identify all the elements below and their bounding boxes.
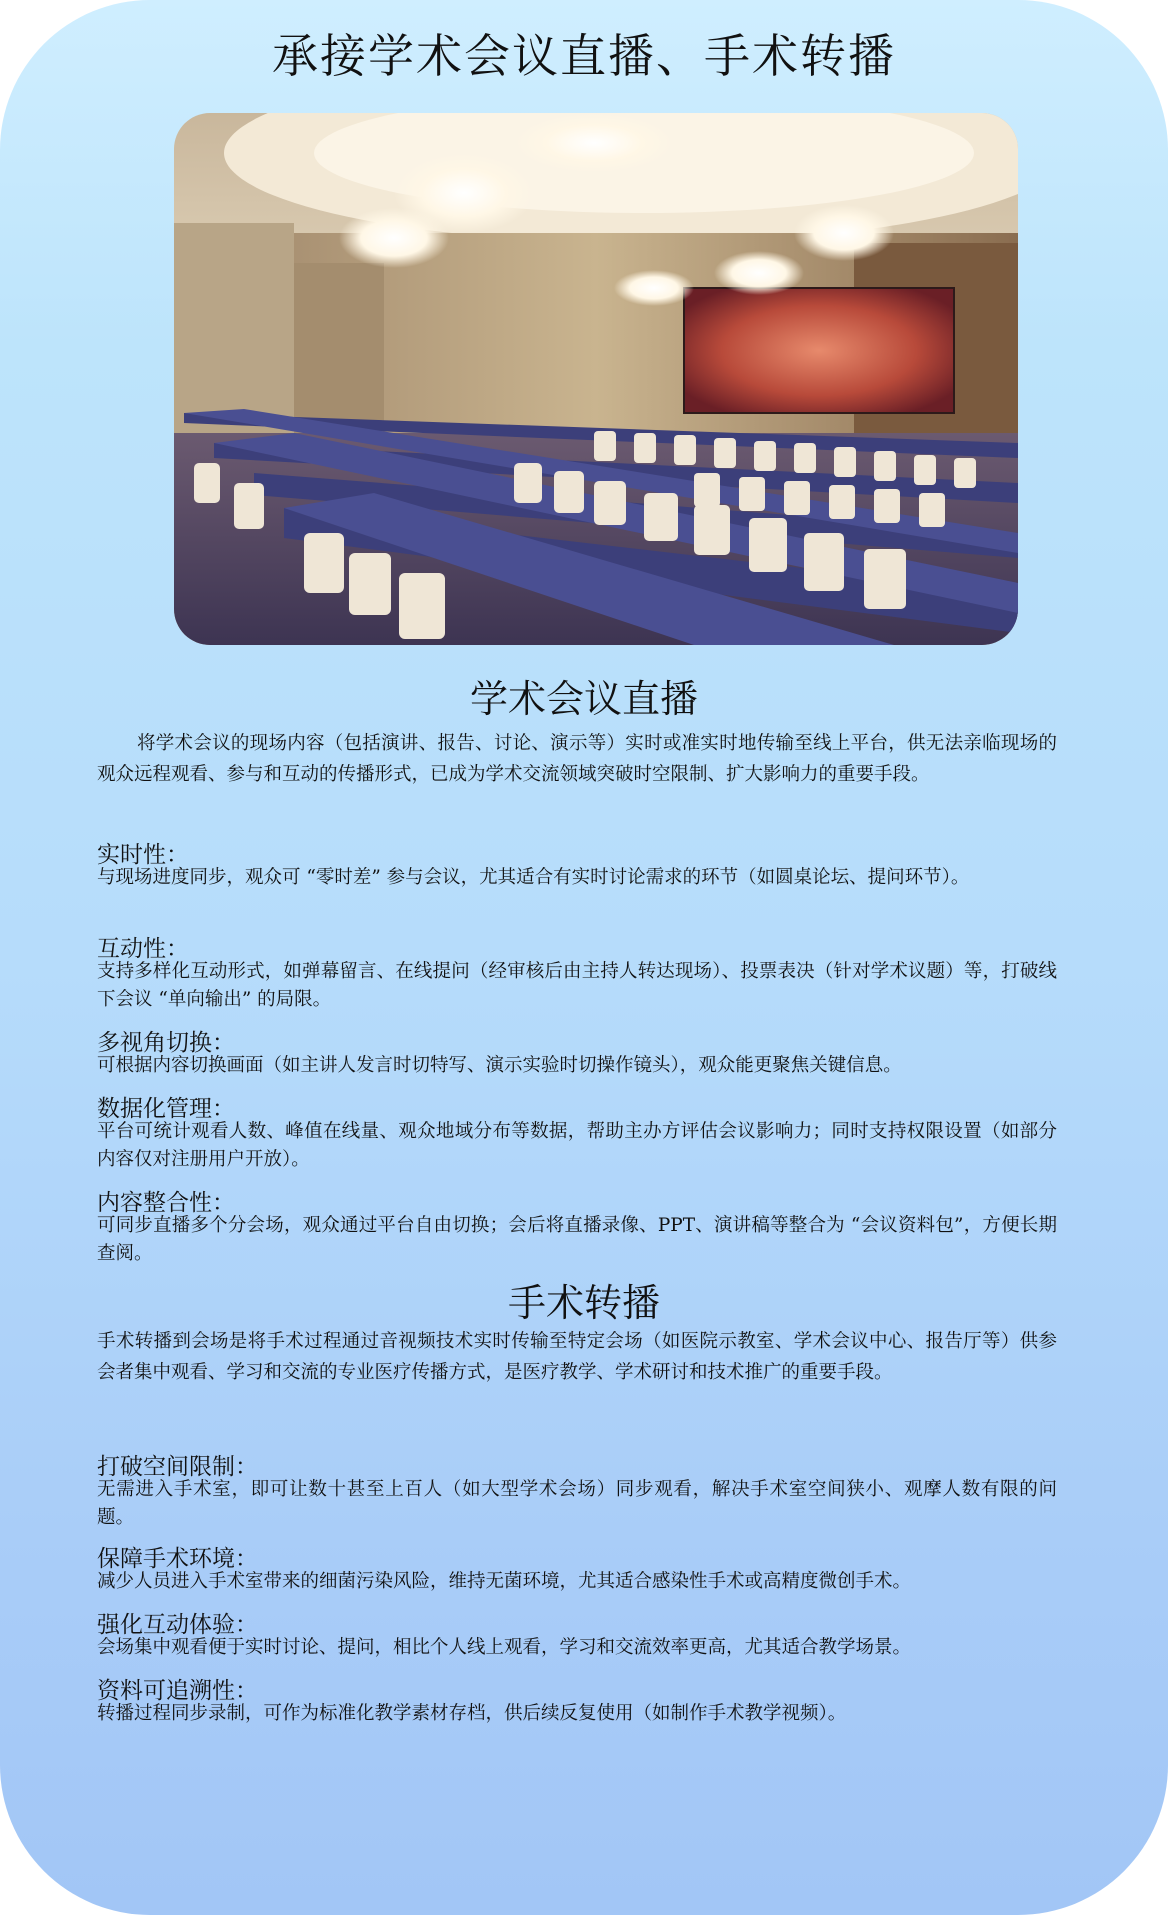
feature-title: 资料可追溯性： (97, 1678, 258, 1704)
page-title: 承接学术会议直播、手术转播 (272, 29, 896, 83)
conference-hall-image (174, 113, 1018, 645)
feature-title: 实时性： (97, 842, 189, 868)
feature-title: 互动性： (97, 936, 189, 962)
feature-desc: 与现场进度同步，观众可 “零时差” 参与会议，尤其适合有实时讨论需求的环节（如圆桌论坛、提问环节）。 (97, 867, 970, 888)
feature-title: 保障手术环境： (97, 1546, 258, 1572)
feature-title: 多视角切换： (97, 1030, 235, 1056)
feature-title: 内容整合性： (97, 1190, 235, 1216)
feature-desc: 减少人员进入手术室带来的细菌污染风险，维持无菌环境，尤其适合感染性手术或高精度微创手术。 (97, 1571, 912, 1592)
section-heading-surgery-broadcast: 手术转播 (507, 1281, 660, 1325)
feature-title: 强化互动体验： (97, 1612, 258, 1638)
section-intro-surgery-broadcast: 手术转播到会场是将手术过程通过音视频技术实时传输至特定会场（如医院示教室、学术会议中心、报告厅等）供参会者集中观看、学习和交流的专业医疗传播方式，是医疗教学、学术研讨和技术推广的重要手段。 (97, 1331, 1057, 1383)
feature-title: 数据化管理： (97, 1096, 235, 1122)
feature-desc: 无需进入手术室，即可让数十甚至上百人（如大型学术会场）同步观看，解决手术室空间狭小、观摩人数有限的问题。 (97, 1479, 1057, 1528)
feature-desc: 平台可统计观看人数、峰值在线量、观众地域分布等数据，帮助主办方评估会议影响力；同时支持权限设置（如部分内容仅对注册用户开放）。 (97, 1121, 1057, 1170)
section-intro-live-streaming: 将学术会议的现场内容（包括演讲、报告、讨论、演示等）实时或准实时地传输至线上平台，供无法亲临现场的观众远程观看、参与和互动的传播形式，已成为学术交流领域突破时空限制、扩大影响力的重要手段。 (97, 733, 1057, 785)
feature-desc: 支持多样化互动形式，如弹幕留言、在线提问（经审核后由主持人转达现场）、投票表决（针对学术议题）等，打破线下会议 “单向输出” 的局限。 (97, 961, 1057, 1010)
feature-desc: 转播过程同步录制，可作为标准化教学素材存档，供后续反复使用（如制作手术教学视频）。 (97, 1703, 847, 1724)
feature-desc: 会场集中观看便于实时讨论、提问，相比个人线上观看，学习和交流效率更高，尤其适合教学场景。 (97, 1637, 912, 1658)
feature-desc: 可根据内容切换画面（如主讲人发言时切特写、演示实验时切操作镜头），观众能更聚焦关键信息。 (97, 1055, 902, 1076)
section-heading-live-streaming: 学术会议直播 (469, 677, 698, 721)
feature-title: 打破空间限制： (97, 1454, 258, 1480)
feature-desc: 可同步直播多个分会场，观众通过平台自由切换；会后将直播录像、PPT、演讲稿等整合为 “会议资料包”，方便长期查阅。 (97, 1215, 1057, 1264)
